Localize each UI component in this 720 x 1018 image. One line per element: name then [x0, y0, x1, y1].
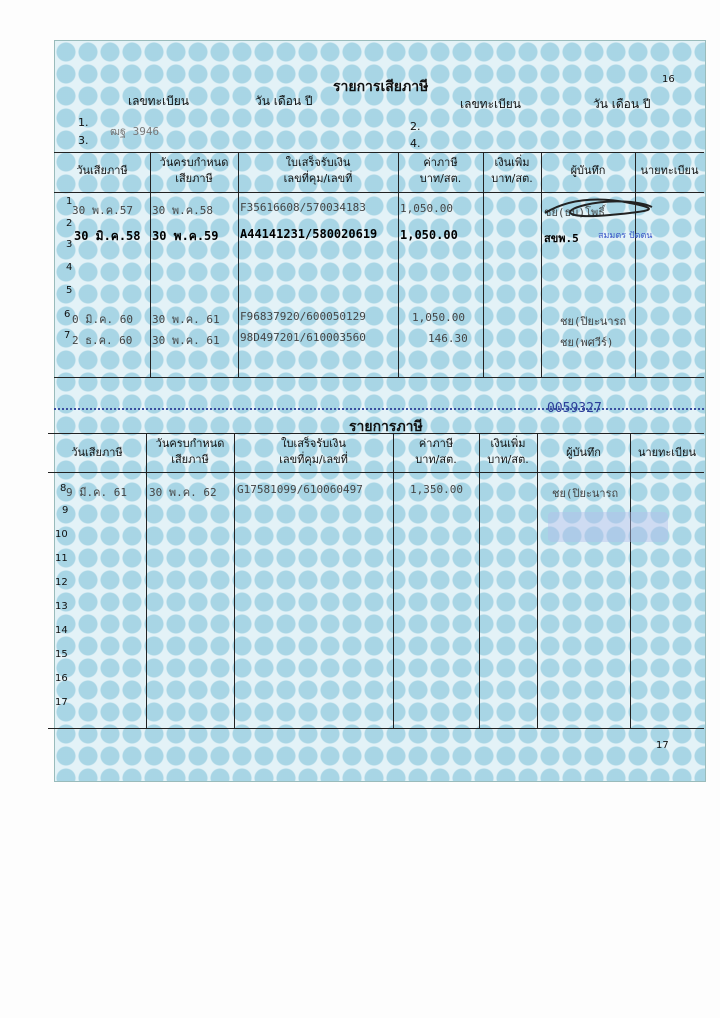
header-extra-line2: บาท/สต.	[491, 172, 533, 185]
due-date-cell: 30 พ.ค.59	[152, 229, 219, 243]
date-label-right: วัน เดือน ปี	[593, 97, 651, 111]
reg-label-left: เลขทะเบียน	[128, 94, 189, 108]
due-date-cell: 30 พ.ค. 61	[152, 334, 220, 347]
row-number: 16	[55, 673, 68, 684]
due-date-cell: 30 พ.ค.58	[152, 204, 213, 217]
header-extra-line2: บาท/สต.	[487, 453, 529, 466]
header-tax-line2: บาท/สต.	[415, 453, 457, 466]
tax-date-cell: 30 พ.ค.57	[72, 204, 133, 217]
reg-number-1: 1.	[78, 116, 89, 129]
page-perforation	[54, 408, 704, 410]
header-receipt-line2: เลขที่คุม/เลขที่	[279, 453, 348, 466]
row-number: 4	[66, 262, 73, 273]
header-receipt-line1: ใบเสร็จรับเงิน	[285, 156, 351, 169]
header-tax-line1: ค่าภาษี	[423, 156, 458, 169]
header-tax-date: วันเสียภาษี	[76, 164, 128, 177]
tax-amount-cell: 1,050.00	[400, 202, 453, 215]
row-number: 5	[66, 285, 73, 296]
row-number: 14	[55, 625, 68, 636]
page-title-top: รายการเสียภาษี	[333, 79, 429, 95]
tax-amount-cell: 1,050.00	[412, 311, 465, 324]
tax-date-cell: 9 มี.ค. 61	[66, 486, 127, 499]
faded-stamp	[548, 512, 668, 542]
recorder-cell: สขพ.5	[544, 232, 579, 245]
reg-label-right: เลขทะเบียน	[460, 97, 521, 111]
header-due-line2: เสียภาษี	[175, 172, 213, 185]
tax-amount-cell: 1,050.00	[400, 228, 458, 242]
row-number: 15	[55, 649, 68, 660]
row-number: 10	[55, 529, 68, 540]
reg-value-1: ฒฐ 3946	[110, 125, 160, 138]
due-date-cell: 30 พ.ค. 62	[149, 486, 217, 499]
tax-amount-cell: 146.30	[428, 332, 468, 345]
row-number: 1	[66, 196, 73, 207]
receipt-cell: G17581099/610060497	[237, 483, 363, 496]
row-number: 8	[60, 483, 67, 494]
row-number: 7	[64, 330, 71, 341]
header-registrar: นายทะเบียน	[637, 446, 696, 459]
row-number: 12	[55, 577, 68, 588]
row-number: 11	[55, 553, 68, 564]
receipt-cell: F96837920/600050129	[240, 310, 366, 323]
tax-date-cell: 0 มิ.ค. 60	[72, 313, 133, 326]
receipt-cell: F35616608/570034183	[240, 201, 366, 214]
header-receipt-line1: ใบเสร็จรับเงิน	[281, 437, 346, 450]
header-extra-line1: เงินเพิ่ม	[490, 437, 526, 450]
reg-number-4: 4.	[410, 137, 421, 150]
page-title-bottom: รายการภาษี	[349, 419, 423, 435]
tax-date-cell: 2 ธ.ค. 60	[72, 334, 133, 347]
header-tax-date: วันเสียภาษี	[71, 446, 123, 459]
header-receipt-line2: เลขที่คุม/เลขที่	[283, 172, 353, 185]
header-due-line1: วันครบกำหนด	[159, 156, 229, 169]
officer-stamp: สมมตร ปัดตน	[598, 231, 653, 241]
row-number: 3	[66, 239, 73, 250]
reg-number-3: 3.	[78, 134, 89, 147]
header-recorder: ผู้บันทึก	[570, 164, 606, 177]
header-due-line2: เสียภาษี	[171, 453, 209, 466]
tax-date-cell: 30 มิ.ค.58	[74, 229, 141, 243]
due-date-cell: 30 พ.ค. 61	[152, 313, 220, 326]
page-number-bottom: 17	[656, 740, 669, 751]
row-number: 13	[55, 601, 68, 612]
header-extra-line1: เงินเพิ่ม	[494, 156, 530, 169]
recorder-cell: ชย(ปิยะนารถ	[560, 315, 627, 328]
header-due-line1: วันครบกำหนด	[155, 437, 225, 450]
recorder-cell: ชย(พศวีร์)	[560, 336, 614, 349]
signature-scribble	[540, 193, 660, 223]
receipt-cell: A44141231/580020619	[240, 227, 378, 241]
tax-amount-cell: 1,350.00	[410, 483, 463, 496]
date-label-left: วัน เดือน ปี	[255, 94, 313, 108]
serial-number: 0059327	[547, 401, 602, 416]
row-number: 17	[55, 697, 68, 708]
row-number: 6	[64, 309, 71, 320]
recorder-cell: ชย(ปิยะนารถ	[552, 487, 619, 500]
header-tax-line1: ค่าภาษี	[418, 437, 454, 450]
page-number-top: 16	[662, 74, 675, 85]
row-number: 2	[66, 218, 73, 229]
header-registrar: นายทะเบียน	[640, 164, 699, 177]
header-recorder: ผู้บันทึก	[566, 446, 601, 459]
reg-number-2: 2.	[410, 120, 421, 133]
recorder-cell: ชย(ธม)โพธิ์	[544, 206, 605, 219]
receipt-cell: 98D497201/610003560	[240, 331, 366, 344]
row-number: 9	[62, 505, 69, 516]
header-tax-line2: บาท/สต.	[419, 172, 462, 185]
